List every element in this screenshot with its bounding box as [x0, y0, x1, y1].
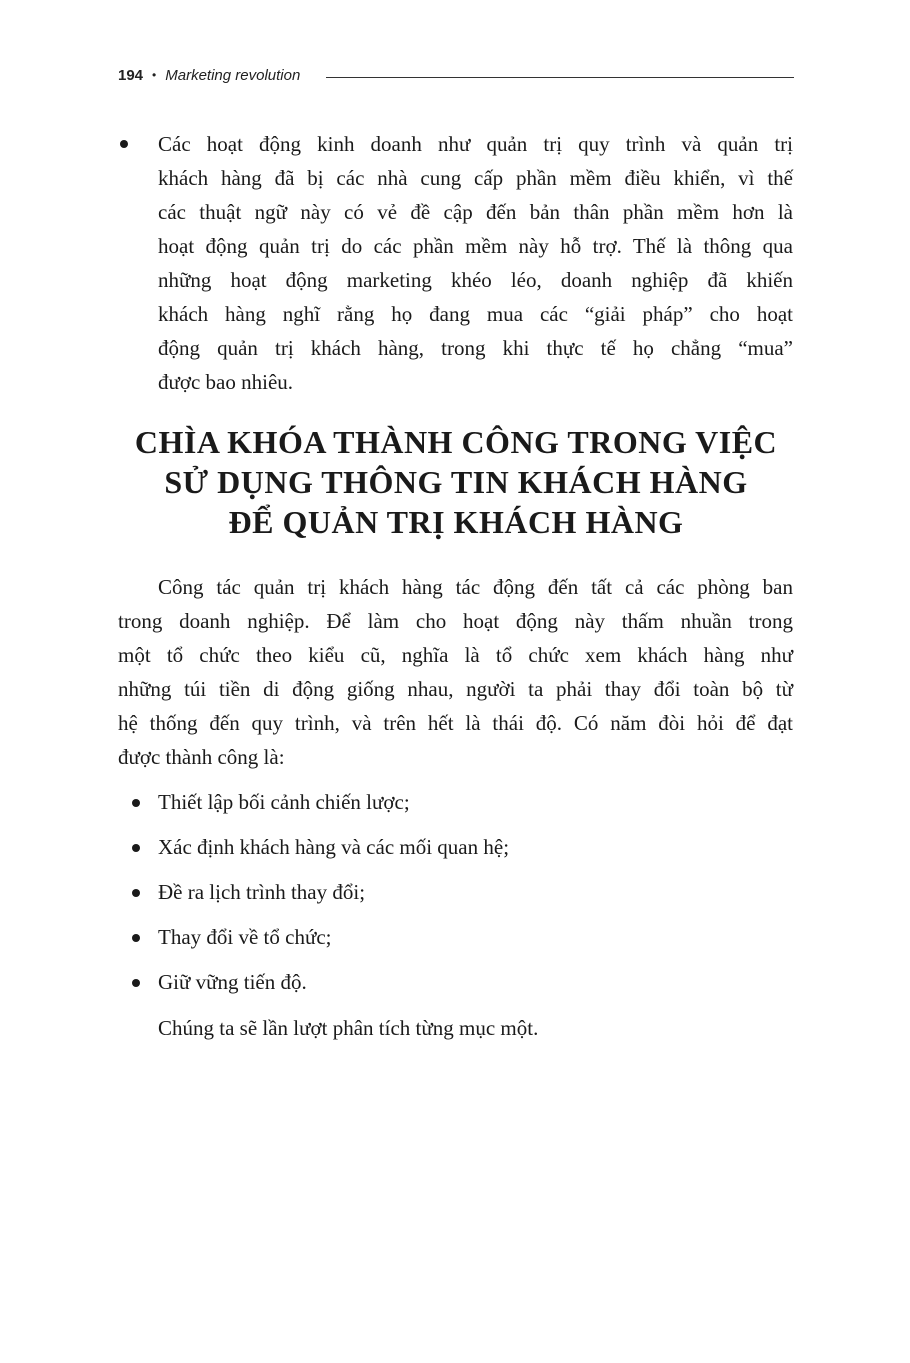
text-line: hoạt động quản trị do các phần mềm này hỗ trợ. Thế là thông qua: [158, 234, 793, 258]
text-line: những túi tiền di động giống nhau, người ta phải thay đổi toàn bộ từ: [118, 677, 793, 701]
list-item-text: Thiết lập bối cảnh chiến lược;: [158, 790, 410, 814]
running-header: [118, 62, 794, 88]
list-item-text: Đề ra lịch trình thay đổi;: [158, 880, 366, 904]
text-line: một tổ chức theo kiểu cũ, nghĩa là tổ chức xem khách hàng như: [118, 643, 793, 667]
header-separator: •: [152, 68, 157, 82]
text-line: được bao nhiêu.: [158, 370, 294, 394]
list-item: [118, 830, 794, 864]
intro-bullet: [118, 127, 794, 399]
list-item-text: Giữ vững tiến độ.: [158, 970, 307, 994]
text-line: những hoạt động marketing khéo léo, doanh nghiệp đã khiến: [158, 268, 793, 292]
text-line: trong doanh nghiệp. Để làm cho hoạt động này thấm nhuần trong: [118, 609, 793, 633]
text-line: Các hoạt động kinh doanh như quản trị quy trình và quản trị: [158, 132, 793, 156]
bullet-dot: [132, 844, 140, 852]
text-line: khách hàng nghĩ rằng họ đang mua các “giải pháp” cho hoạt: [158, 302, 793, 326]
text-line: Công tác quản trị khách hàng tác động đến tất cả các phòng ban: [158, 575, 793, 599]
bullet-dot: [132, 799, 140, 807]
bullet-dot: [132, 889, 140, 897]
text-line: hệ thống đến quy trình, và trên hết là thái độ. Có năm đòi hỏi để đạt: [118, 711, 793, 735]
text-line: được thành công là:: [118, 745, 285, 769]
heading-line: CHÌA KHÓA THÀNH CÔNG TRONG VIỆC: [134, 424, 778, 460]
header-rule: [326, 77, 794, 78]
heading-line: SỬ DỤNG THÔNG TIN KHÁCH HÀNG: [164, 464, 748, 500]
intro-bullet-text: [158, 127, 793, 399]
list-item: [118, 965, 794, 999]
list-item: [118, 785, 794, 819]
text-line: khách hàng đã bị các nhà cung cấp phần mềm điều khiển, vì thế: [158, 166, 793, 190]
bullet-dot: [120, 140, 128, 148]
list-item-text: Xác định khách hàng và các mối quan hệ;: [158, 835, 510, 859]
closing-sentence: Chúng ta sẽ lần lượt phân tích từng mục một.: [158, 1016, 539, 1040]
list-item-text: Thay đổi về tổ chức;: [158, 925, 332, 949]
book-title: Marketing revolution: [165, 66, 301, 84]
text-line: động quản trị khách hàng, trong khi thực tế họ chẳng “mua”: [158, 336, 793, 360]
heading-line: ĐỂ QUẢN TRỊ KHÁCH HÀNG: [228, 504, 684, 540]
list-item: [118, 875, 794, 909]
page-number: 194: [118, 66, 144, 84]
bullet-dot: [132, 979, 140, 987]
body-paragraph: [118, 570, 793, 774]
list-item: [118, 920, 794, 954]
section-heading: [118, 422, 794, 542]
text-line: các thuật ngữ này có vẻ đề cập đến bản thân phần mềm hơn là: [158, 200, 793, 224]
bullet-dot: [132, 934, 140, 942]
